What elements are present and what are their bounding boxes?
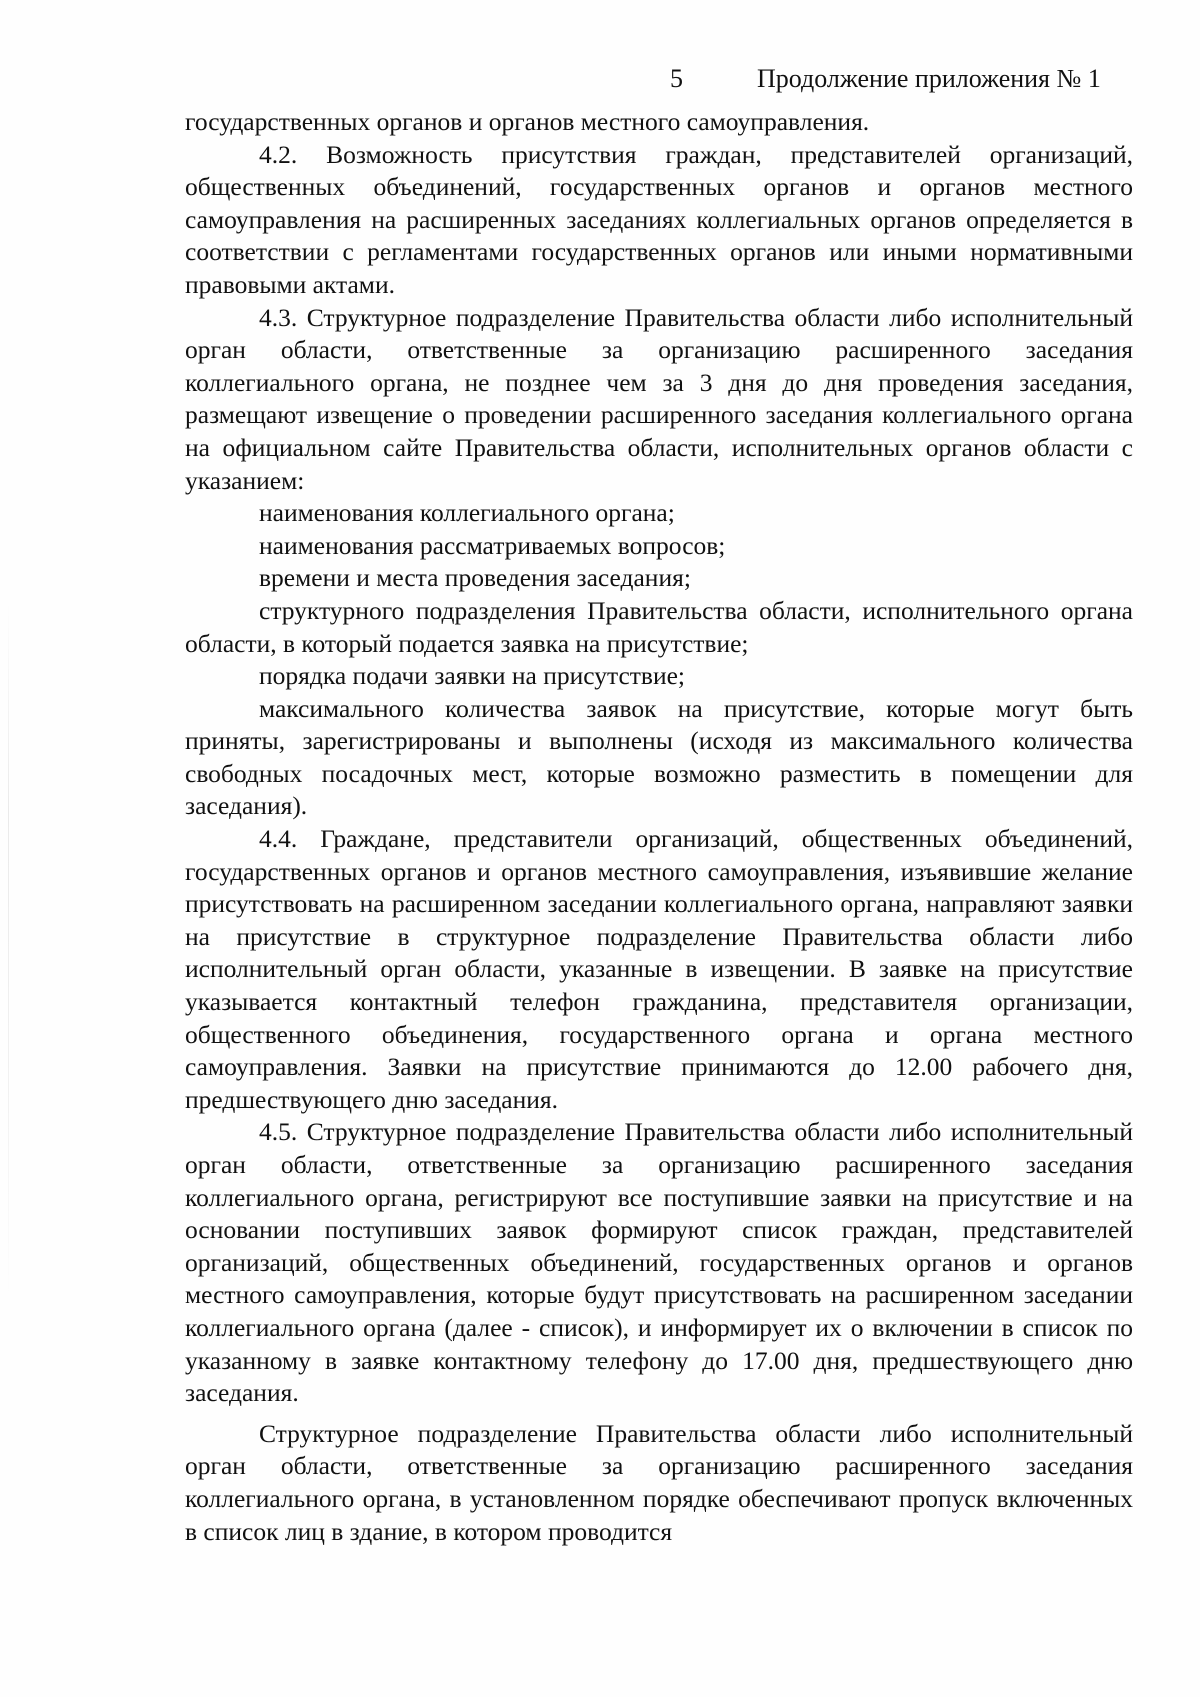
document-body	[185, 106, 1133, 1548]
page-number: 5	[670, 64, 683, 93]
scan-edge-artifact	[8, 600, 9, 1300]
list-item-time-place: времени и места проведения заседания;	[259, 563, 691, 593]
list-item-questions: наименования рассматриваемых вопросов;	[259, 530, 726, 560]
paragraph-access-provision: Структурное подразделение Правительства области либо исполнительный орган области, ответственные за организацию расширенного заседания коллегиального органа, в установленном порядке обеспечивают пропуск включенных в список лиц в здание, в котором проводится	[185, 1418, 1133, 1546]
page-header	[0, 64, 1200, 98]
list-item-application-order: порядка подачи заявки на присутствие;	[259, 661, 686, 691]
list-item-body-name: наименования коллегиального органа;	[259, 498, 675, 528]
list-item-department: структурного подразделения Правительства области, исполнительного органа области, в который подается заявка на присутствие;	[185, 595, 1133, 658]
paragraph-4-5: 4.5. Структурное подразделение Правительства области либо исполнительный орган области, ответственные за организацию расширенного заседания коллегиального органа, регистрируют все поступившие заявки на присутствие и на основании поступивших заявок формируют список граждан, представителей организаций, общественных объединений, государственных органов и органов местного самоуправления, которые будут присутствовать на расширенном заседании коллегиального органа (далее - список), и информирует их о включении в список по указанному в заявке контактному телефону до 17.00 дня, предшествующего дню заседания.	[185, 1117, 1133, 1408]
paragraph-4-2: 4.2. Возможность присутствия граждан, представителей организаций, общественных объединений, государственных органов и органов местного самоуправления на расширенных заседаниях коллегиальных органов определяется в соответствии с регламентами государственных органов или иными нормативными правовыми актами.	[185, 139, 1133, 299]
paragraph-4-4: 4.4. Граждане, представители организаций, общественных объединений, государственных органов и органов местного самоуправления, изъявившие желание присутствовать на расширенном заседании коллегиального органа, направляют заявки на присутствие в структурное подразделение Правительства области либо исполнительный орган области, указанные в извещении. В заявке на присутствие указывается контактный телефон гражданина, представителя организации, общественного объединения, государственного органа и органа местного самоуправления. Заявки на присутствие принимаются до 12.00 рабочего дня, предшествующего дню заседания.	[185, 824, 1133, 1114]
paragraph-4-3: 4.3. Структурное подразделение Правительства области либо исполнительный орган области, ответственные за организацию расширенного заседания коллегиального органа, не позднее чем за 3 дня до дня проведения заседания, размещают извещение о проведении расширенного заседания коллегиального органа на официальном сайте Правительства области, исполнительных органов области с указанием:	[185, 302, 1133, 495]
paragraph-continuation: государственных органов и органов местного самоуправления.	[185, 107, 870, 136]
appendix-continuation-label: Продолжение приложения № 1	[757, 64, 1101, 93]
list-item-max-applications: максимального количества заявок на присутствие, которые могут быть приняты, зарегистрированы и выполнены (исходя из максимального количества свободных посадочных мест, которые возможно разместить в помещении для заседания).	[185, 693, 1133, 821]
